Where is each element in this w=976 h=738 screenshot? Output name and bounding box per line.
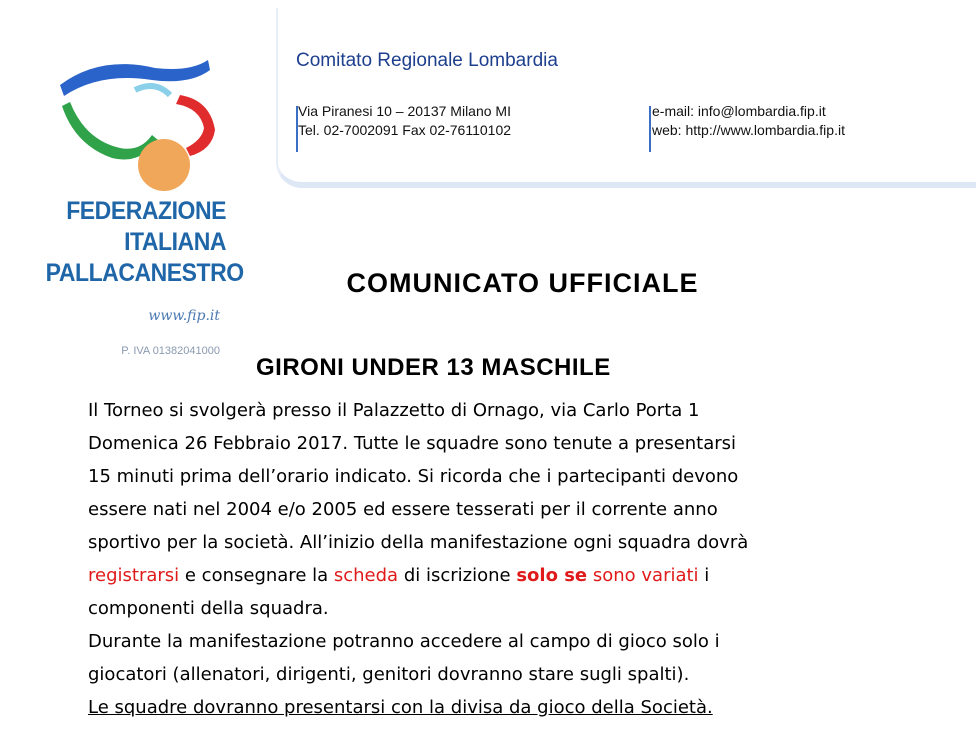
website-text: www.fip.it <box>148 308 220 324</box>
document-subtitle: GIRONI UNDER 13 MASCHILE <box>256 354 611 381</box>
body-line <box>88 559 968 592</box>
announcement-body <box>88 394 968 724</box>
fip-logo <box>30 40 244 370</box>
highlight-scheda: scheda <box>333 565 399 586</box>
body-fragment: di iscrizione <box>398 565 517 586</box>
fip-emblem-icon <box>40 40 230 195</box>
web-line: web: http://www.lombardia.fip.it <box>652 122 845 138</box>
body-line: Domenica 26 Febbraio 2017. Tutte le squadre sono tenute a presentarsi <box>88 433 737 454</box>
document-title: COMUNICATO UFFICIALE <box>346 268 699 298</box>
address-line: Via Piranesi 10 – 20137 Milano MI <box>298 103 511 119</box>
highlight-solo-se: solo se <box>516 565 588 586</box>
divider-right <box>649 106 651 152</box>
body-line: Durante la manifestazione potranno accedere al campo di gioco solo i <box>88 631 720 652</box>
highlight-registrarsi: registrarsi <box>88 565 180 586</box>
body-fragment: e consegnare la <box>179 565 334 586</box>
committee-name: Comitato Regionale Lombardia <box>296 50 558 71</box>
body-line: 15 minuti prima dell’orario indicato. Si ricorda che i partecipanti devono <box>88 466 739 487</box>
highlight-sono-variati: sono variati <box>587 565 699 586</box>
address-block <box>298 102 511 140</box>
vat-number: P. IVA 01382041000 <box>121 345 220 357</box>
contact-block <box>652 102 845 140</box>
phone-line: Tel. 02-7002091 Fax 02-76110102 <box>298 122 512 138</box>
header-box <box>276 8 976 188</box>
federation-line-2: ITALIANA <box>124 228 226 256</box>
body-line: componenti della squadra. <box>88 598 329 619</box>
body-line: giocatori (allenatori, dirigenti, genitori dovranno stare sugli spalti). <box>88 664 690 685</box>
body-line: essere nati nel 2004 e/o 2005 ed essere tesserati per il corrente anno <box>88 499 718 520</box>
body-line: sportivo per la società. All’inizio della manifestazione ogni squadra dovrà <box>88 532 749 553</box>
email-line: e-mail: info@lombardia.fip.it <box>652 103 826 119</box>
body-line-underlined: Le squadre dovranno presentarsi con la divisa da gioco della Società. <box>88 697 713 718</box>
body-line: Il Torneo si svolgerà presso il Palazzetto di Ornago, via Carlo Porta 1 <box>88 400 700 421</box>
body-fragment: i <box>698 565 710 586</box>
federation-line-1: FEDERAZIONE <box>66 197 226 225</box>
federation-line-3: PALLACANESTRO <box>45 259 244 287</box>
